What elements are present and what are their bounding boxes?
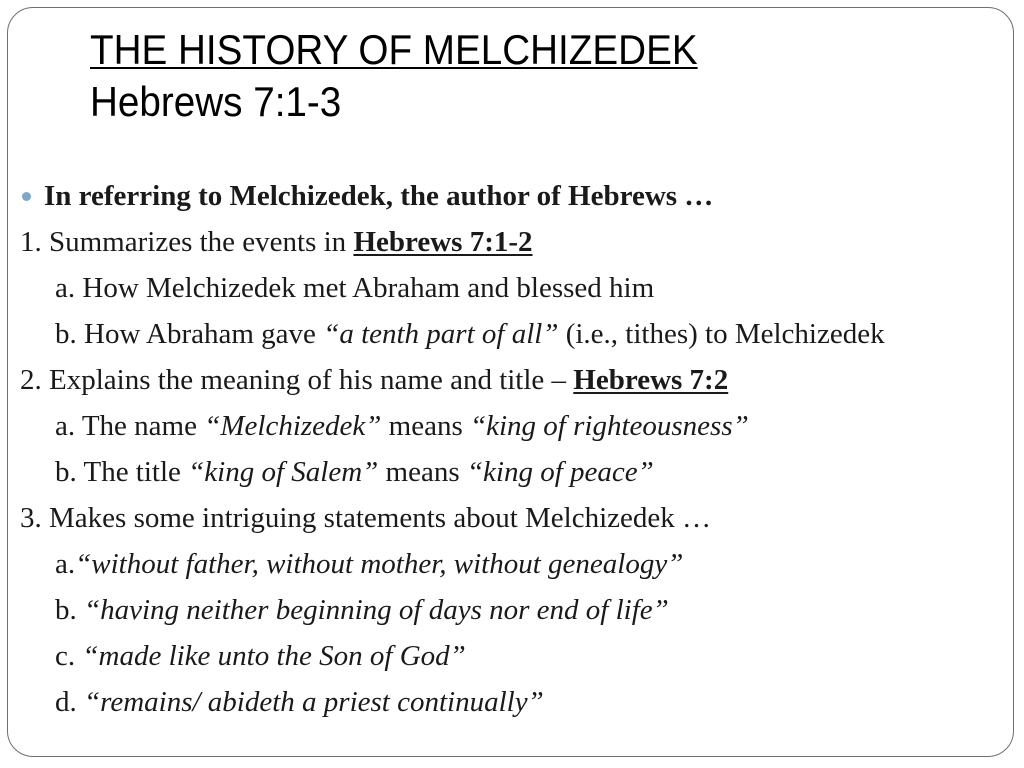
- point-1: [20, 222, 533, 262]
- point-3-sub-c: [55, 636, 466, 676]
- sub-text-mid: means: [381, 410, 470, 442]
- point-2: [20, 360, 728, 400]
- sub-text: b.: [55, 594, 84, 626]
- sub-quote: “made like unto the Son of God”: [82, 640, 466, 672]
- sub-quote-2: “king of righteousness”: [470, 410, 749, 442]
- sub-text: c.: [55, 640, 83, 672]
- bullet-dot-icon: [22, 192, 31, 201]
- title-reference: Hebrews 7:1-3: [90, 78, 342, 125]
- point-1-text: 1. Summarizes the events in: [20, 226, 354, 258]
- intro-bullet: [22, 176, 713, 216]
- title-main: THE HISTORY OF MELCHIZEDEK: [90, 26, 698, 73]
- sub-text: a. The name: [55, 410, 205, 442]
- sub-quote: “without father, without mother, without genealogy”: [75, 548, 684, 580]
- point-1-sub-b: [55, 314, 885, 354]
- sub-text: a. How Melchizedek met Abraham and blessed him: [55, 272, 655, 304]
- sub-text: d.: [55, 686, 84, 718]
- sub-quote: “having neither beginning of days nor end of life”: [84, 594, 669, 626]
- point-3: [20, 498, 711, 538]
- sub-quote-2: “king of peace”: [466, 456, 654, 488]
- sub-quote: “king of Salem”: [188, 456, 379, 488]
- point-1-reference: Hebrews 7:1-2: [353, 226, 533, 258]
- intro-text: In referring to Melchizedek, the author of Hebrews …: [44, 180, 714, 212]
- sub-quote: “a tenth part of all”: [323, 318, 559, 350]
- point-2-sub-b: [55, 452, 654, 492]
- sub-quote: “remains/ abideth a priest continually”: [84, 686, 544, 718]
- point-3-sub-b: [55, 590, 669, 630]
- sub-text-end: (i.e., tithes) to Melchizedek: [558, 318, 885, 350]
- point-3-sub-d: [55, 682, 544, 722]
- sub-text-mid: means: [378, 456, 467, 488]
- slide-title: [90, 24, 698, 128]
- sub-text: b. The title: [55, 456, 189, 488]
- point-2-text: 2. Explains the meaning of his name and title –: [20, 364, 574, 396]
- point-1-sub-a: [55, 268, 654, 308]
- point-2-sub-a: [55, 406, 749, 446]
- point-3-text: 3. Makes some intriguing statements about Melchizedek …: [20, 502, 712, 534]
- sub-text: b. How Abraham gave: [55, 318, 324, 350]
- sub-quote: “Melchizedek”: [204, 410, 382, 442]
- point-3-sub-a: [55, 544, 683, 584]
- sub-text: a.: [55, 548, 76, 580]
- point-2-reference: Hebrews 7:2: [573, 364, 729, 396]
